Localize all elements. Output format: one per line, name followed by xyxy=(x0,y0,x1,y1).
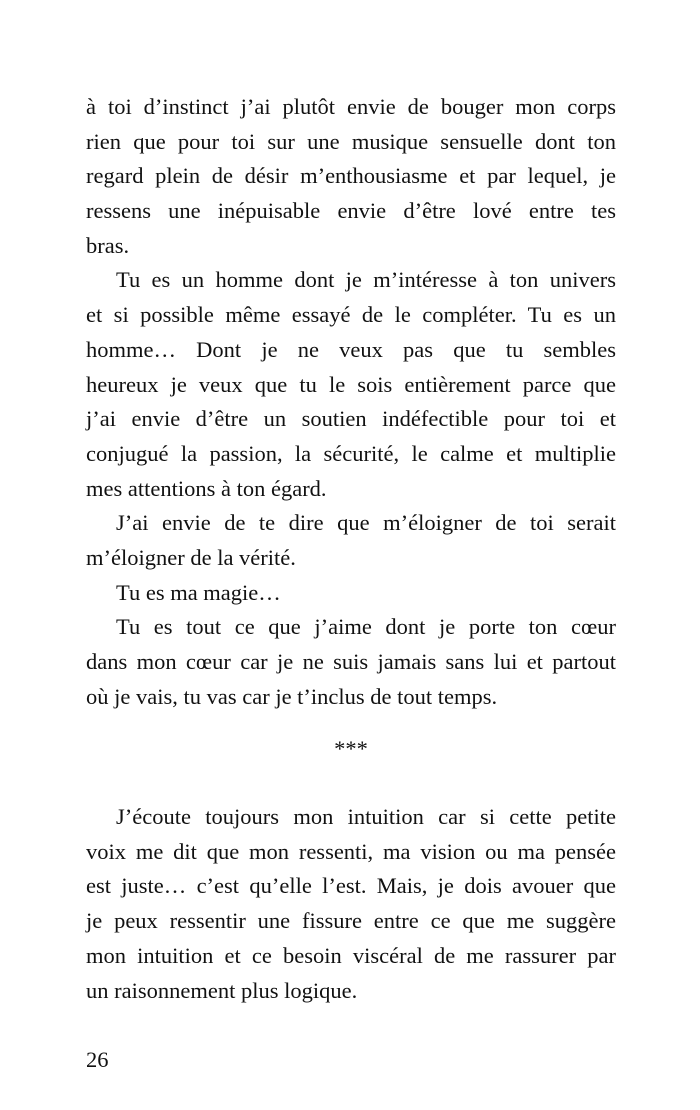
page-body xyxy=(86,90,616,1008)
paragraph xyxy=(86,506,616,575)
text-line: à toi d’instinct j’ai plutôt envie de bouger mon corps xyxy=(86,94,616,119)
text-line: bras. xyxy=(86,232,130,258)
text-line: est juste… c’est qu’elle l’est. Mais, je dois avouer que xyxy=(86,873,616,899)
page-number: 26 xyxy=(86,1047,109,1072)
text-line: j’ai envie d’être un soutien indéfectible pour toi et xyxy=(86,406,616,432)
text-line: rien que pour toi sur une musique sensuelle dont ton xyxy=(86,128,616,154)
text-line: mes attentions à ton égard. xyxy=(86,475,327,501)
text-line: mon intuition et ce besoin viscéral de me rassurer par xyxy=(86,942,616,968)
paragraph xyxy=(86,263,616,506)
text-line: je peux ressentir une fissure entre ce que me suggère xyxy=(86,908,616,934)
section-separator: *** xyxy=(334,736,368,762)
text-line: Tu es tout ce que j’aime dont je porte ton cœur xyxy=(116,614,616,640)
paragraph xyxy=(86,576,616,611)
text-line: regard plein de désir m’enthousiasme et par lequel, je xyxy=(86,163,616,189)
paragraph xyxy=(86,800,616,1008)
text-line: m’éloigner de la vérité. xyxy=(86,544,296,570)
paragraph xyxy=(86,90,616,263)
text-line: voix me dit que mon ressenti, ma vision ou ma pensée xyxy=(86,838,616,864)
text-line: où je vais, tu vas car je t’inclus de tout temps. xyxy=(86,683,498,709)
text-line: Tu es un homme dont je m’intéresse à ton univers xyxy=(116,267,616,293)
text-line: un raisonnement plus logique. xyxy=(86,977,358,1003)
text-line: heureux je veux que tu le sois entièrement parce que xyxy=(86,371,616,397)
text-line: dans mon cœur car je ne suis jamais sans lui et partout xyxy=(86,649,616,674)
text-line: Tu es ma magie… xyxy=(116,579,281,605)
text-line: conjugué la passion, la sécurité, le calme et multiplie xyxy=(86,440,616,466)
text-line: et si possible même essayé de le compléter. Tu es un xyxy=(86,302,616,328)
paragraph xyxy=(86,610,616,714)
text-line: ressens une inépuisable envie d’être lové entre tes xyxy=(86,198,616,224)
text-line: homme… Dont je ne veux pas que tu sembles xyxy=(86,336,616,362)
text-line: J’ai envie de te dire que m’éloigner de toi serait xyxy=(116,510,616,536)
text-line: J’écoute toujours mon intuition car si cette petite xyxy=(116,804,616,830)
